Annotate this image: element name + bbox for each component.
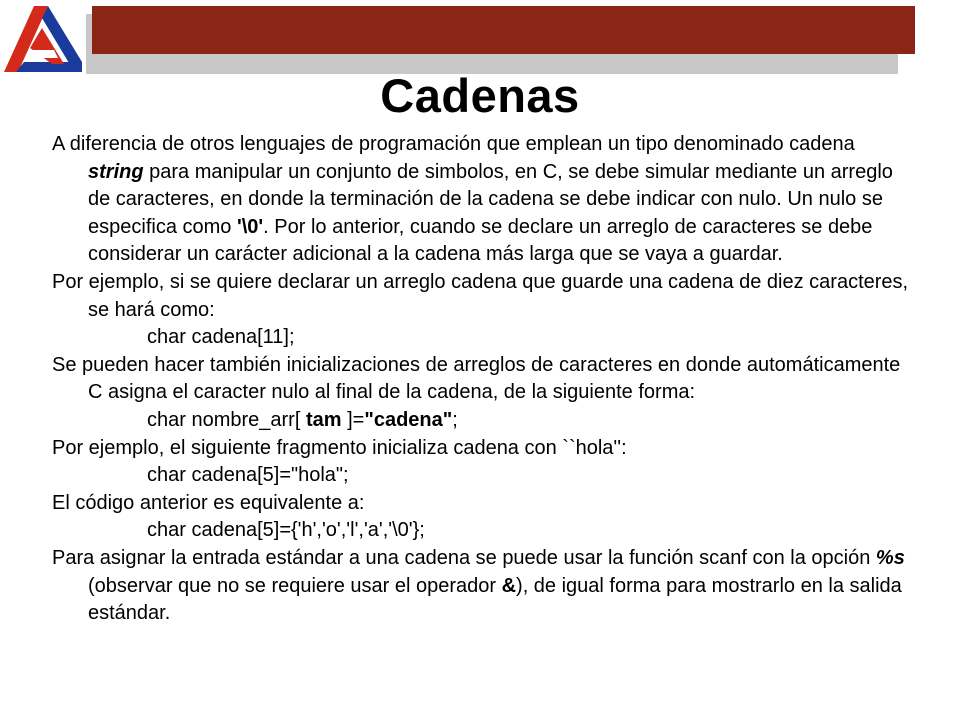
header-bar <box>92 6 915 54</box>
slide-body <box>52 131 912 628</box>
paragraph-scanf: Para asignar la entrada estándar a una cadena se puede usar la función scanf con la opción %s (observar que no se requiere usar el operador &), de igual forma para mostrarlo en la salida estándar. <box>52 546 905 625</box>
code-init-syntax: char nombre_arr[ tam ]="cadena"; <box>147 408 458 431</box>
paragraph-example-declare: Por ejemplo, si se quiere declarar un arreglo cadena que guarde una cadena de diez caracteres, se hará como: <box>52 270 909 321</box>
paragraph-equivalent: El código anterior es equivalente a: <box>52 491 365 514</box>
paragraph-example-hola: Por ejemplo, el siguiente fragmento inicializa cadena con ``hola'': <box>52 436 627 459</box>
slide-title: Cadenas <box>380 69 580 122</box>
paragraph-initialization: Se pueden hacer también inicializaciones de arreglos de caracteres en donde automáticamente C asigna el caracter nulo al final de la cadena, de la siguiente forma: <box>52 353 901 404</box>
null-char: '\0' <box>236 215 264 238</box>
paragraph-intro: A diferencia de otros lenguajes de programación que emplean un tipo denominado cadena string para manipular un conjunto de simbolos, en C, se debe simular mediante un arreglo de caracteres, en donde la terminación de la cadena se debe indicar con nulo. Un nulo se especifica como '\0'. Por lo anterior, cuando se declare un arreglo de caracteres se debe considerar un carácter adicional a la cadena más larga que se vaya a guardar. <box>52 133 893 266</box>
address-operator: & <box>501 574 517 597</box>
code-declare: char cadena[11]; <box>147 326 295 349</box>
format-specifier: %s <box>875 546 905 569</box>
code-init-chars: char cadena[5]={'h','o','l','a','\0'}; <box>147 519 425 542</box>
keyword-string: string <box>88 160 144 183</box>
code-init-hola: char cadena[5]="hola"; <box>147 464 349 487</box>
